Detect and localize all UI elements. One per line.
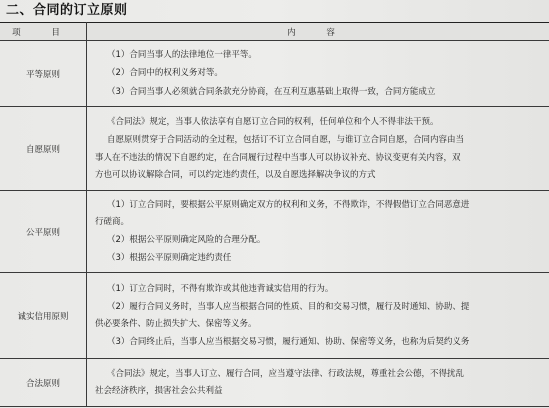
row-content <box>87 273 549 359</box>
table-row-equality <box>0 41 549 107</box>
content-line: （1）订立合同时，不得有欺诈或其他违背诚实信用的行为。 <box>107 283 334 294</box>
row-content <box>87 191 549 273</box>
content-line: （3）合同当事人必须就合同条款充分协商，在互利互惠基础上取得一致，合同方能成立 <box>107 86 436 97</box>
content-line: 行磋商。 <box>95 216 130 227</box>
content-line: （2）合同中的权利义务对等。 <box>107 68 223 79</box>
content-line: 供必要条件、防止损失扩大、保密等义务。 <box>95 319 257 329</box>
header-item: 项 目 <box>0 23 87 41</box>
table-row-good-faith <box>0 273 549 359</box>
table-row-fairness <box>0 191 549 273</box>
content-line: （1）订立合同时，要根据公平原则确定双方的权利和义务，不得欺诈，不得假借订立合同恶意进 <box>107 199 470 210</box>
row-item-label: 合法原则 <box>0 359 87 407</box>
row-content <box>87 107 549 191</box>
content-line: 《合同法》规定，当事人依法享有自愿订立合同的权利，任何单位和个人不得非法干预。 <box>107 117 439 128</box>
content-line: （1）合同当事人的法律地位一律平等。 <box>107 50 257 61</box>
row-item-label: 平等原则 <box>0 41 87 107</box>
content-line: （2）根据公平原则确定风险的合理分配。 <box>107 235 266 245</box>
row-item-label: 公平原则 <box>0 191 87 273</box>
content-line: 自愿原则贯穿于合同活动的全过程，包括订不订立合同自愿，与谁订立合同自愿，合同内容由当 <box>107 135 465 146</box>
header-content: 内 容 <box>87 23 549 41</box>
content-line: 方也可以协议解除合同，可以约定违约责任，以及自愿选择解决争议的方式 <box>95 169 376 180</box>
row-content <box>87 41 549 107</box>
table-row-voluntary <box>0 107 549 191</box>
content-line: 《合同法》规定，当事人订立、履行合同，应当遵守法律、行政法规，尊重社会公德，不得扰乱 <box>107 368 465 379</box>
row-item-label: 诚实信用原则 <box>0 273 87 359</box>
content-line: （2）履行合同义务时，当事人应当根据合同的性质、目的和交易习惯，履行及时通知、协助、提 <box>107 301 470 312</box>
table-header-row <box>0 23 549 41</box>
section-title: 二、合同的订立原则 <box>6 3 128 18</box>
principles-table <box>0 22 549 407</box>
content-line: 社会经济秩序，损害社会公共利益 <box>95 386 223 396</box>
content-line: 事人在不违法的情况下自愿约定，在合同履行过程中当事人可以协议补充、协议变更有关内容，双 <box>95 152 461 163</box>
row-content <box>87 359 549 407</box>
row-item-label: 自愿原则 <box>0 107 87 191</box>
table-row-legality <box>0 359 549 407</box>
content-line: （3）合同终止后，当事人应当根据交易习惯，履行通知、协助、保密等义务，也称为后契约义务 <box>107 337 470 348</box>
content-line: （3）根据公平原则确定违约责任 <box>107 253 232 264</box>
